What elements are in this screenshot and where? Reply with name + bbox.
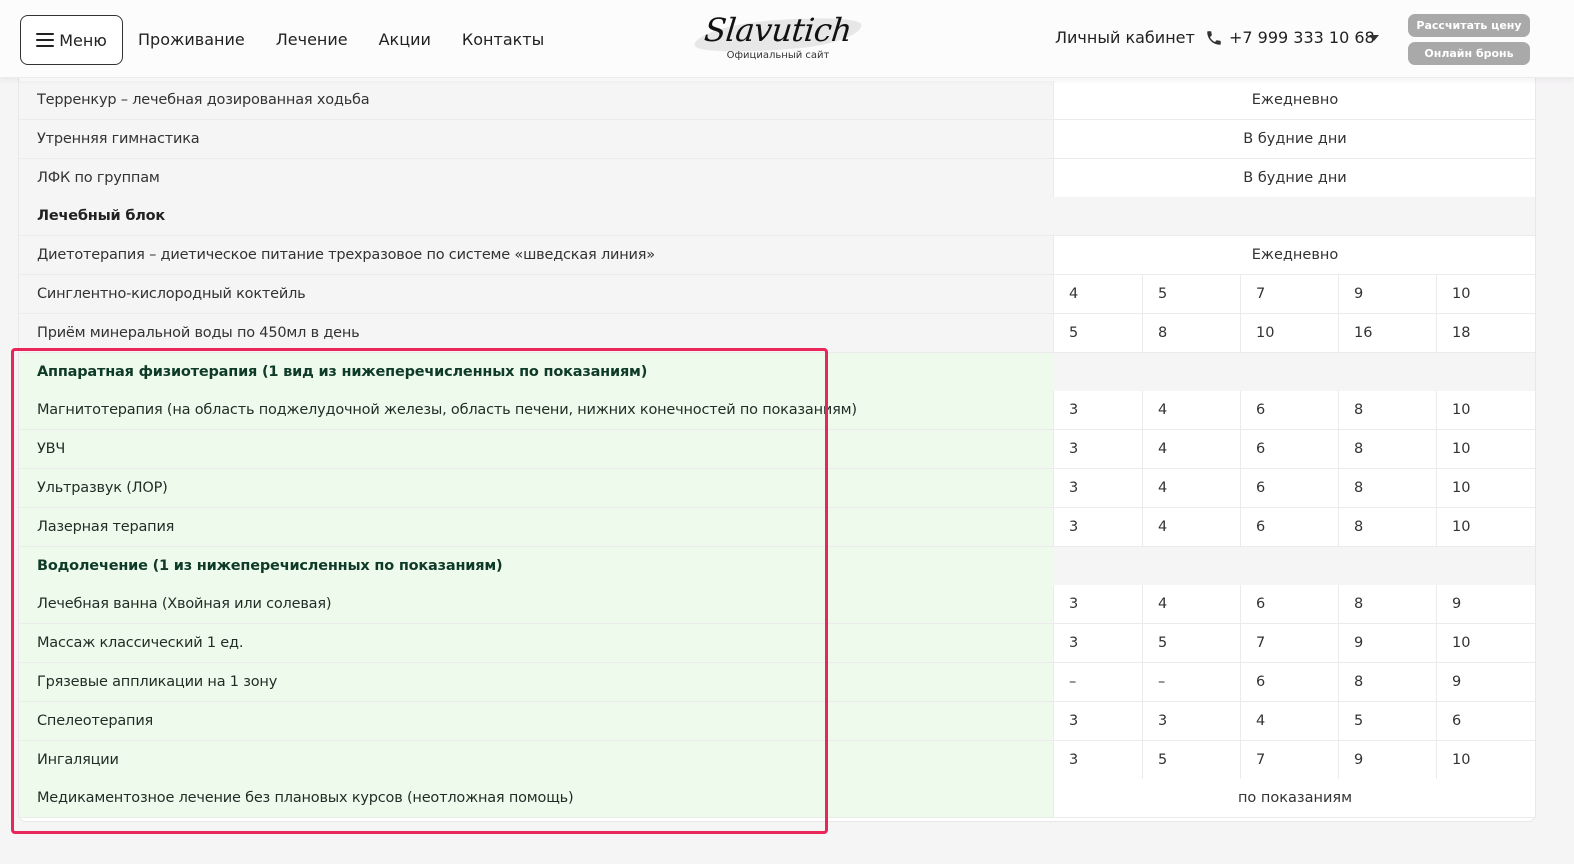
procedure-name: УВЧ: [19, 430, 1053, 468]
procedure-count-cell: 4: [1240, 702, 1338, 740]
procedure-count-cell: 10: [1240, 314, 1338, 352]
procedure-count-cell: 10: [1436, 508, 1536, 546]
procedure-name: Спелеотерапия: [19, 702, 1053, 740]
procedure-count-cell: 8: [1338, 585, 1436, 623]
table-row: [19, 314, 1536, 353]
table-section-row: [19, 547, 1536, 586]
procedure-count-cell: 18: [1436, 314, 1536, 352]
table-row: [19, 391, 1536, 430]
section-title: Водолечение (1 из нижеперечисленных по показаниям): [19, 547, 1053, 585]
table-row: [19, 624, 1536, 663]
table-row: [19, 159, 1536, 198]
procedure-count-cell: 6: [1240, 391, 1338, 429]
menu-button[interactable]: [20, 15, 123, 65]
procedure-count-cell: 6: [1240, 430, 1338, 468]
procedure-count-cell: 9: [1436, 585, 1536, 623]
procedure-name: Лечебная ванна (Хвойная или солевая): [19, 585, 1053, 623]
procedure-count-cell: 4: [1142, 391, 1240, 429]
procedure-name: ЛФК по группам: [19, 159, 1053, 197]
frequency-cell: Ежедневно: [1053, 81, 1536, 119]
table-row: [19, 120, 1536, 159]
phone-number: +7 999 333 10 68: [1229, 28, 1375, 47]
procedure-name: Синглентно-кислородный коктейль: [19, 275, 1053, 313]
treatment-table: [18, 78, 1536, 822]
procedure-count-cell: 10: [1436, 275, 1536, 313]
frequency-cell: В будние дни: [1053, 159, 1536, 197]
procedure-count-cell: 3: [1053, 585, 1142, 623]
hamburger-icon: [36, 33, 54, 47]
procedure-count-cell: 3: [1053, 391, 1142, 429]
table-row: [19, 469, 1536, 508]
nav-link-treatment[interactable]: Лечение: [275, 29, 348, 49]
procedure-count-cell: 5: [1338, 702, 1436, 740]
procedure-name: Утренняя гимнастика: [19, 120, 1053, 158]
procedure-count-cell: –: [1142, 663, 1240, 701]
phone-link[interactable]: [1205, 28, 1375, 47]
procedure-name: Ультразвук (ЛОР): [19, 469, 1053, 507]
logo-name: Slavutich: [702, 11, 854, 49]
procedure-count-cell: 8: [1338, 430, 1436, 468]
main-nav: [138, 0, 544, 78]
frequency-cell: по показаниям: [1053, 779, 1536, 817]
procedure-count-cell: 6: [1240, 663, 1338, 701]
procedure-count-cell: 8: [1338, 391, 1436, 429]
procedure-name: Лазерная терапия: [19, 508, 1053, 546]
table-row: [19, 741, 1536, 780]
table-row: [19, 702, 1536, 741]
nav-link-promotions[interactable]: Акции: [378, 29, 431, 49]
logo-subtitle: Официальный сайт: [726, 50, 830, 61]
procedure-count-cell: 5: [1053, 314, 1142, 352]
procedure-name: Магнитотерапия (на область поджелудочной железы, область печени, нижних конечностей по показаниям): [19, 391, 1053, 429]
table-row: [19, 779, 1536, 818]
table-section-row: [19, 353, 1536, 392]
procedure-count-cell: 3: [1053, 430, 1142, 468]
procedure-count-cell: 3: [1053, 469, 1142, 507]
procedure-name: Приём минеральной воды по 450мл в день: [19, 314, 1053, 352]
procedure-count-cell: 4: [1142, 508, 1240, 546]
table-row: [19, 275, 1536, 314]
procedure-count-cell: 3: [1053, 508, 1142, 546]
table-row: [19, 81, 1536, 120]
table-row: [19, 236, 1536, 275]
nav-link-contacts[interactable]: Контакты: [461, 29, 545, 49]
procedure-count-cell: 6: [1240, 469, 1338, 507]
procedure-count-cell: 8: [1338, 663, 1436, 701]
procedure-name: Терренкур – лечебная дозированная ходьба: [19, 81, 1053, 119]
section-title: Аппаратная физиотерапия (1 вид из нижеперечисленных по показаниям): [19, 353, 1053, 391]
procedure-count-cell: 4: [1142, 585, 1240, 623]
procedure-count-cell: 5: [1142, 624, 1240, 662]
calculate-price-button[interactable]: Рассчитать цену: [1408, 14, 1530, 37]
procedure-count-cell: 8: [1338, 469, 1436, 507]
table-row: [19, 585, 1536, 624]
chevron-down-icon[interactable]: [1369, 35, 1379, 41]
frequency-cell: Ежедневно: [1053, 236, 1536, 274]
procedure-count-cell: 4: [1142, 430, 1240, 468]
procedure-name: Ингаляции: [19, 741, 1053, 779]
procedure-count-cell: 7: [1240, 275, 1338, 313]
procedure-count-cell: 9: [1436, 663, 1536, 701]
personal-account-link[interactable]: Личный кабинет: [1055, 28, 1195, 47]
procedure-count-cell: 3: [1053, 702, 1142, 740]
procedure-name: Грязевые аппликации на 1 зону: [19, 663, 1053, 701]
procedure-name: Массаж классический 1 ед.: [19, 624, 1053, 662]
procedure-count-cell: 3: [1053, 741, 1142, 779]
procedure-count-cell: 10: [1436, 741, 1536, 779]
procedure-count-cell: 10: [1436, 430, 1536, 468]
procedure-count-cell: 9: [1338, 275, 1436, 313]
procedure-count-cell: 7: [1240, 624, 1338, 662]
procedure-count-cell: 4: [1142, 469, 1240, 507]
procedure-count-cell: 3: [1142, 702, 1240, 740]
frequency-cell: В будние дни: [1053, 120, 1536, 158]
procedure-count-cell: 9: [1338, 624, 1436, 662]
table-row: [19, 508, 1536, 547]
procedure-name: Диетотерапия – диетическое питание трехразовое по системе «шведская линия»: [19, 236, 1053, 274]
procedure-count-cell: 5: [1142, 275, 1240, 313]
procedure-count-cell: 8: [1142, 314, 1240, 352]
site-header: [0, 0, 1574, 78]
procedure-count-cell: 8: [1338, 508, 1436, 546]
table-section-row: [19, 197, 1536, 236]
procedure-count-cell: 4: [1053, 275, 1142, 313]
procedure-count-cell: 10: [1436, 469, 1536, 507]
procedure-count-cell: 10: [1436, 391, 1536, 429]
site-logo[interactable]: [694, 8, 862, 68]
section-title: Лечебный блок: [19, 197, 1053, 235]
procedure-count-cell: 7: [1240, 741, 1338, 779]
procedure-count-cell: 5: [1142, 741, 1240, 779]
menu-label: Меню: [59, 30, 107, 50]
phone-icon: [1205, 29, 1223, 47]
procedure-count-cell: 6: [1240, 585, 1338, 623]
procedure-count-cell: 16: [1338, 314, 1436, 352]
table-row: [19, 663, 1536, 702]
table-row: [19, 430, 1536, 469]
procedure-count-cell: –: [1053, 663, 1142, 701]
procedure-name: Медикаментозное лечение без плановых курсов (неотложная помощь): [19, 779, 1053, 817]
procedure-count-cell: 6: [1436, 702, 1536, 740]
nav-link-accommodation[interactable]: Проживание: [138, 29, 245, 49]
procedure-count-cell: 10: [1436, 624, 1536, 662]
procedure-count-cell: 6: [1240, 508, 1338, 546]
procedure-count-cell: 9: [1338, 741, 1436, 779]
procedure-count-cell: 3: [1053, 624, 1142, 662]
online-booking-button[interactable]: Онлайн бронь: [1408, 42, 1530, 65]
